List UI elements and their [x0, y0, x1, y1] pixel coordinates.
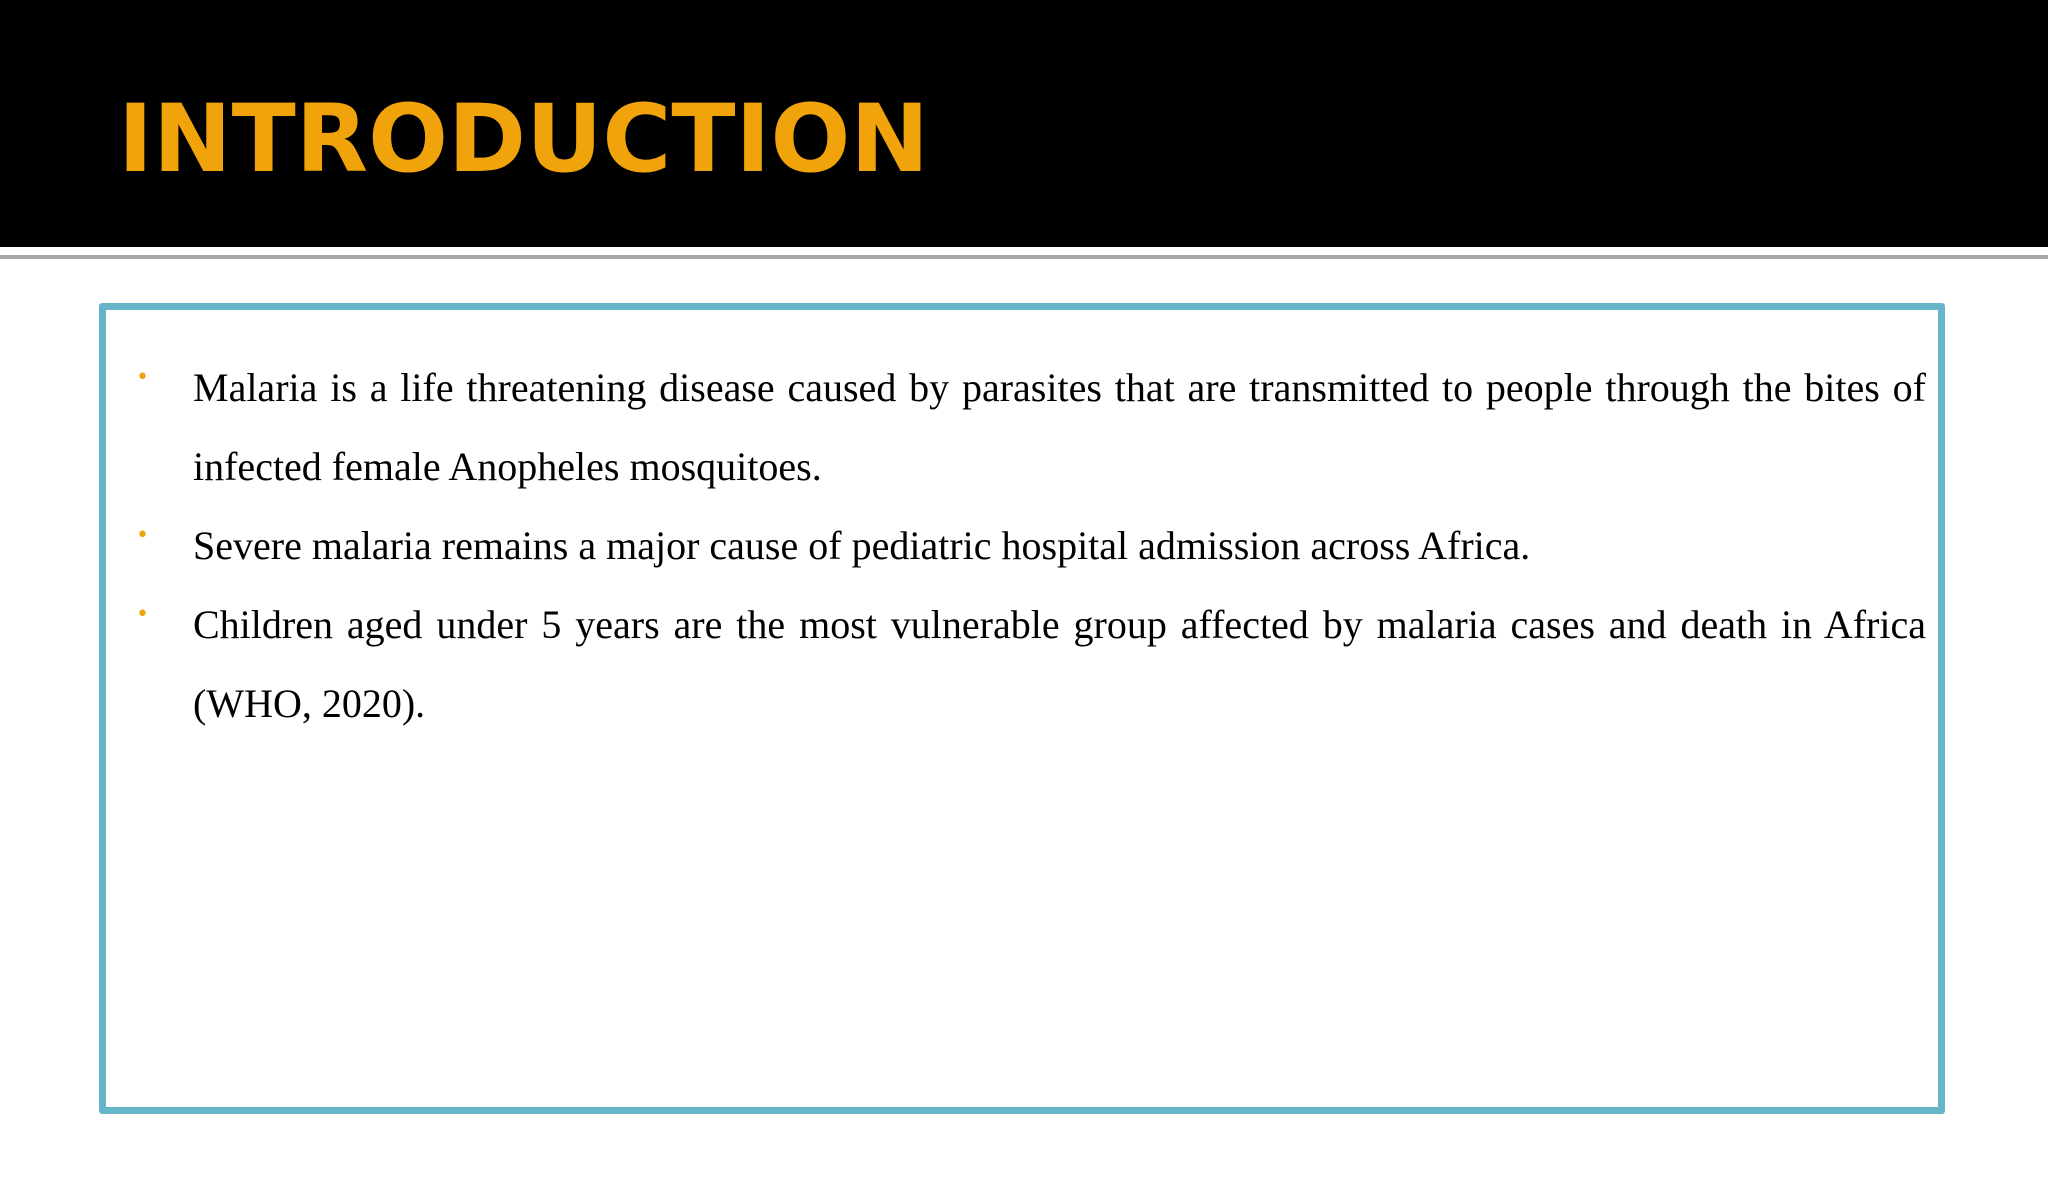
bullet-text-2: Severe malaria remains a major cause of pediatric hospital admission across Africa.: [193, 523, 1531, 568]
bullet-text-3: Children aged under 5 years are the most vulnerable group affected by malaria cases and death in Africa (WHO, 2020).: [193, 602, 1926, 726]
bullet-item-3: [106, 585, 1938, 743]
bullet-text-1: Malaria is a life threatening disease caused by parasites that are transmitted to people through the bites of infected female Anopheles mosquitoes.: [193, 365, 1926, 489]
title-bar: [0, 0, 2048, 247]
bullet-dot-icon: •: [136, 602, 149, 627]
bullet-dot-icon: •: [136, 523, 149, 548]
title-divider-gray: [0, 255, 2048, 259]
bullet-list: [106, 348, 1938, 743]
bullet-item-2: [106, 506, 1938, 585]
bullet-item-1: [106, 348, 1938, 506]
title-divider-white: [0, 247, 2048, 255]
bullet-dot-icon: •: [136, 365, 149, 390]
slide-title: INTRODUCTION: [118, 85, 930, 194]
content-box: [99, 303, 1945, 1114]
